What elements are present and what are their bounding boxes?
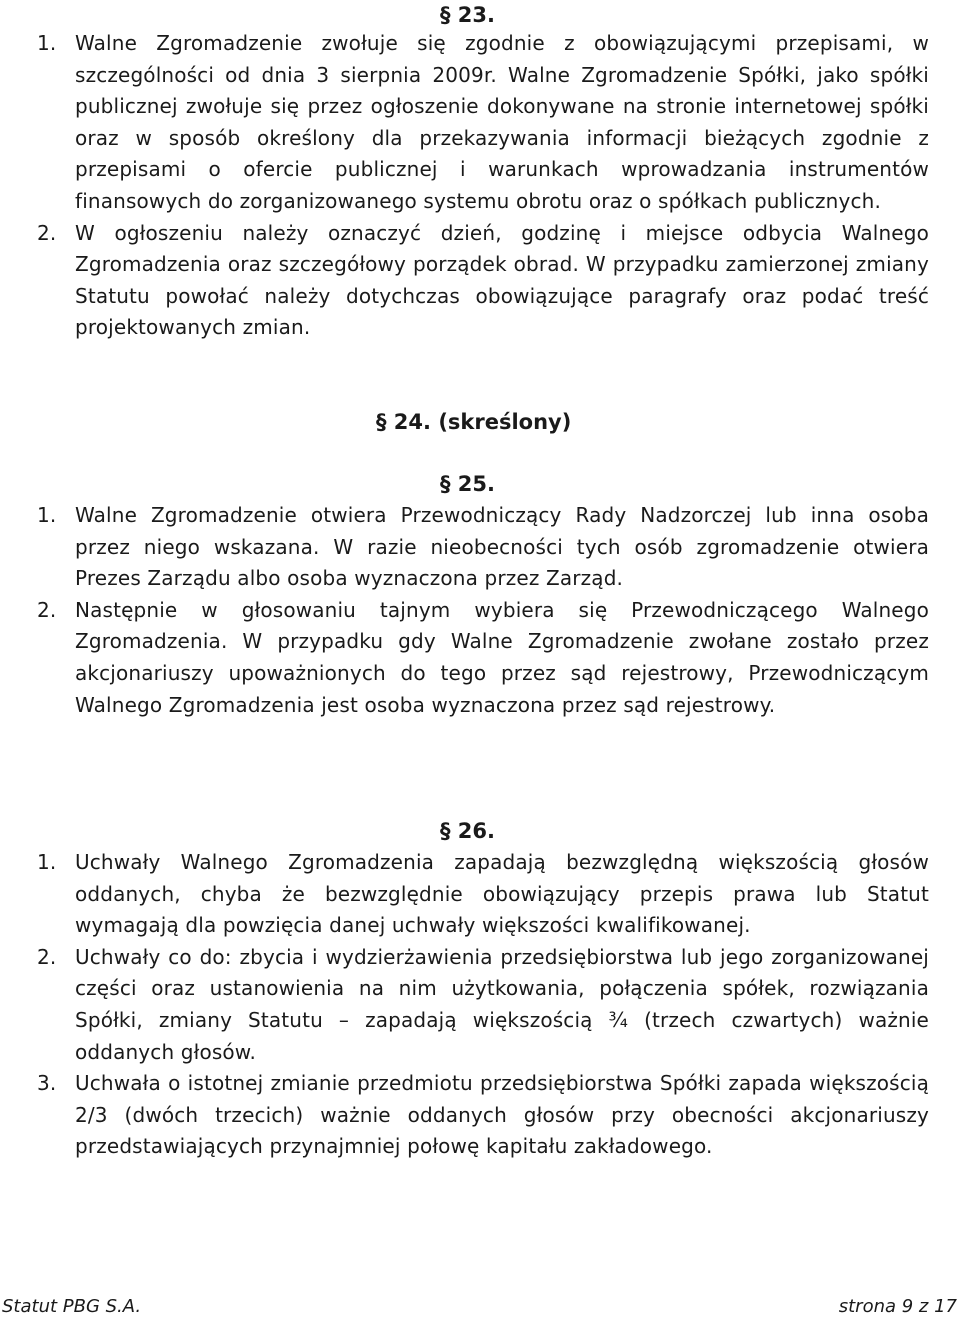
section-heading-26: § 26. — [440, 819, 496, 843]
item-text: Uchwały co do: zbycia i wydzierżawienia przedsiębiorstwa lub jego zorganizowanej części oraz ustanowienia na nim użytkowania, połączenia spółek, rozwiązania Spółki, zmiany Statutu – zapadają większością ¾ (trzech czwartych) ważnie oddanych głosów. — [75, 944, 929, 1064]
item-text: Walne Zgromadzenie zwołuje się zgodnie z obowiązującymi przepisami, w szczególności od dnia 3 sierpnia 2009r. Walne Zgromadzenie Spółki, jako spółki publicznej zwołuje się przez ogłoszenie dokonywane na stronie internetowej spółki oraz w sposób określony dla przekazywania informacji bieżących zgodnie z przepisami o ofercie publicznej i warunkach wprowadzania instrumentów finansowych do zorganizowanego systemu obrotu oraz o spółkach publicznych. — [75, 31, 929, 213]
footer-document-title: Statut PBG S.A. — [2, 1296, 142, 1317]
item-number: 1. — [37, 850, 57, 874]
section-23-body — [0, 28, 960, 344]
item-text: Walne Zgromadzenie otwiera Przewodniczący Rady Nadzorczej lub inna osoba przez niego wskazana. W razie nieobecności tych osób zgromadzenie otwiera Prezes Zarządu albo osoba wyznaczona przez Zarząd. — [75, 503, 929, 591]
item-text: Uchwała o istotnej zmianie przedmiotu przedsiębiorstwa Spółki zapada większością 2/3 (dwóch trzecich) ważnie oddanych głosów przy obecności akcjonariuszy przedstawiających przynajmniej połowę kapitału zakładowego. — [75, 1071, 929, 1159]
item-text: Następnie w głosowaniu tajnym wybiera się Przewodniczącego Walnego Zgromadzenia. W przypadku gdy Walne Zgromadzenie zwołane zostało przez akcjonariuszy upoważnionych do tego przez sąd rejestrowy, Przewodniczącym Walnego Zgromadzenia jest osoba wyznaczona przez sąd rejestrowy. — [75, 597, 929, 717]
item-number: 2. — [37, 944, 57, 969]
list-item — [0, 500, 960, 595]
section-heading-25: § 25. — [440, 472, 496, 496]
list-item — [0, 218, 960, 344]
item-number: 2. — [37, 220, 57, 245]
list-item — [0, 847, 960, 942]
section-25-body — [0, 500, 960, 721]
footer-page-number: strona 9 z 17 — [838, 1296, 957, 1317]
item-number: 1. — [37, 503, 57, 527]
section-26-body — [0, 847, 960, 1163]
item-text: W ogłoszeniu należy oznaczyć dzień, godzinę i miejsce odbycia Walnego Zgromadzenia oraz szczegółowy porządek obrad. W przypadku zamierzonej zmiany Statutu powołać należy dotychczas obowiązujące paragrafy oraz podać treść projektowanych zmian. — [75, 220, 929, 340]
item-number: 2. — [37, 597, 57, 622]
list-item — [0, 1068, 960, 1163]
list-item — [0, 942, 960, 1068]
section-heading-23: § 23. — [440, 3, 496, 27]
item-number: 3. — [37, 1071, 57, 1096]
item-text: Uchwały Walnego Zgromadzenia zapadają bezwzględną większością głosów oddanych, chyba że bezwzględnie obowiązujący przepis prawa lub Statut wymagają dla powzięcia danej uchwały większości kwalifikowanej. — [75, 850, 929, 938]
list-item — [0, 595, 960, 721]
section-heading-24: § 24. (skreślony) — [376, 410, 572, 434]
list-item — [0, 28, 960, 218]
item-number: 1. — [37, 31, 57, 55]
